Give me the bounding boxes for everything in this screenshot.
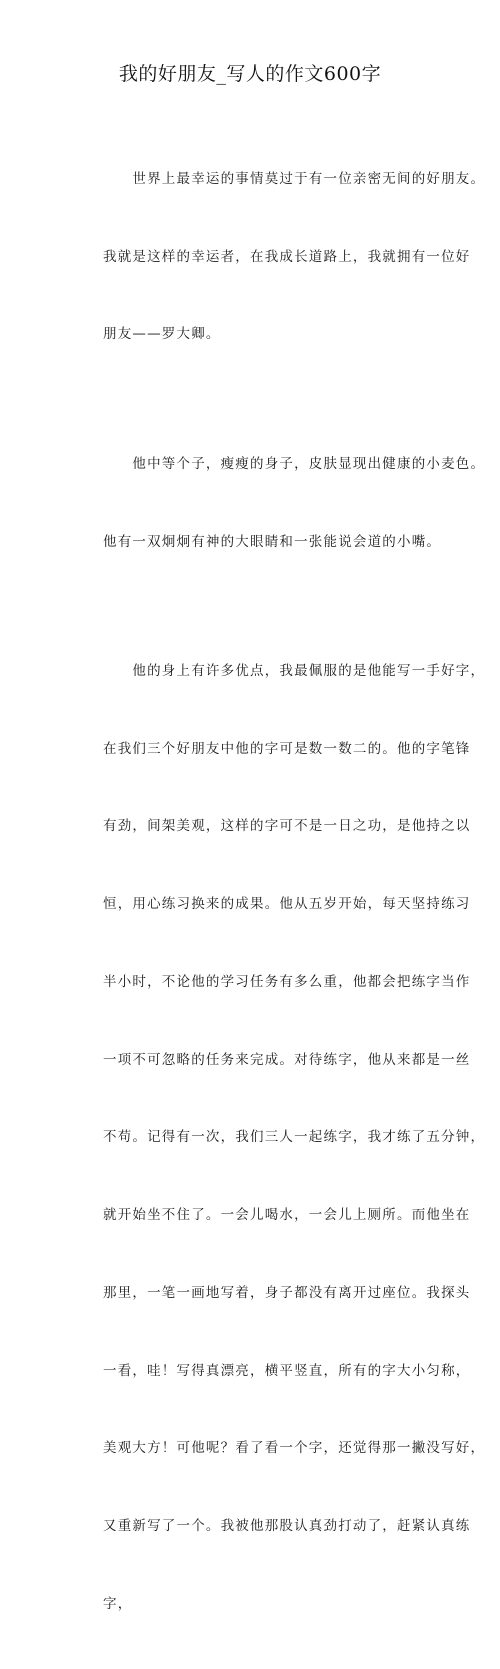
text-line: 他有一双炯炯有神的大眼睛和一张能说会道的小嘴。 bbox=[103, 533, 442, 550]
text-line: 世界上最幸运的事情莫过于有一位亲密无间的好朋友。 bbox=[103, 170, 486, 187]
text-line: 那里，一笔一画地写着，身子都没有离开过座位。我探头 bbox=[103, 1284, 471, 1301]
text-line: 有劲，间架美观，这样的字可不是一日之功，是他持之以 bbox=[103, 818, 471, 835]
text-line: 就开始坐不住了。一会儿喝水，一会儿上厕所。而他坐在 bbox=[103, 1207, 471, 1224]
text-line: 又重新写了一个。我被他那股认真劲打动了，赶紧认真练 bbox=[103, 1517, 471, 1534]
text-line: 字， bbox=[103, 1595, 133, 1612]
paragraph-1 bbox=[76, 115, 486, 400]
text-line: 一项不可忽略的任务来完成。对待练字，他从来都是一丝 bbox=[103, 1051, 471, 1068]
text-line: 美观大方！可他呢？看了看一个字，还觉得那一撇没写好， bbox=[103, 1440, 486, 1457]
document-body bbox=[76, 115, 486, 1669]
text-line: 不苟。记得有一次，我们三人一起练字，我才练了五分钟， bbox=[103, 1129, 486, 1146]
text-line: 恒，用心练习换来的成果。他从五岁开始，每天坚持练习 bbox=[103, 896, 471, 913]
text-line: 他中等个子，瘦瘦的身子，皮肤显现出健康的小麦色。 bbox=[103, 455, 486, 472]
document-title: 我的好朋友_写人的作文600字 bbox=[118, 63, 382, 85]
text-line: 一看，哇！写得真漂亮，横平竖直，所有的字大小匀称， bbox=[103, 1362, 471, 1379]
paragraph-2 bbox=[76, 400, 486, 607]
paragraph-3 bbox=[76, 607, 486, 1669]
text-line: 朋友——罗大卿。 bbox=[103, 326, 221, 343]
text-line: 我就是这样的幸运者，在我成长道路上，我就拥有一位好 bbox=[103, 248, 471, 265]
text-line: 在我们三个好朋友中他的字可是数一数二的。他的字笔锋 bbox=[103, 740, 471, 757]
text-line: 半小时，不论他的学习任务有多么重，他都会把练字当作 bbox=[103, 973, 471, 990]
text-line: 他的身上有许多优点，我最佩服的是他能写一手好字， bbox=[103, 663, 486, 680]
